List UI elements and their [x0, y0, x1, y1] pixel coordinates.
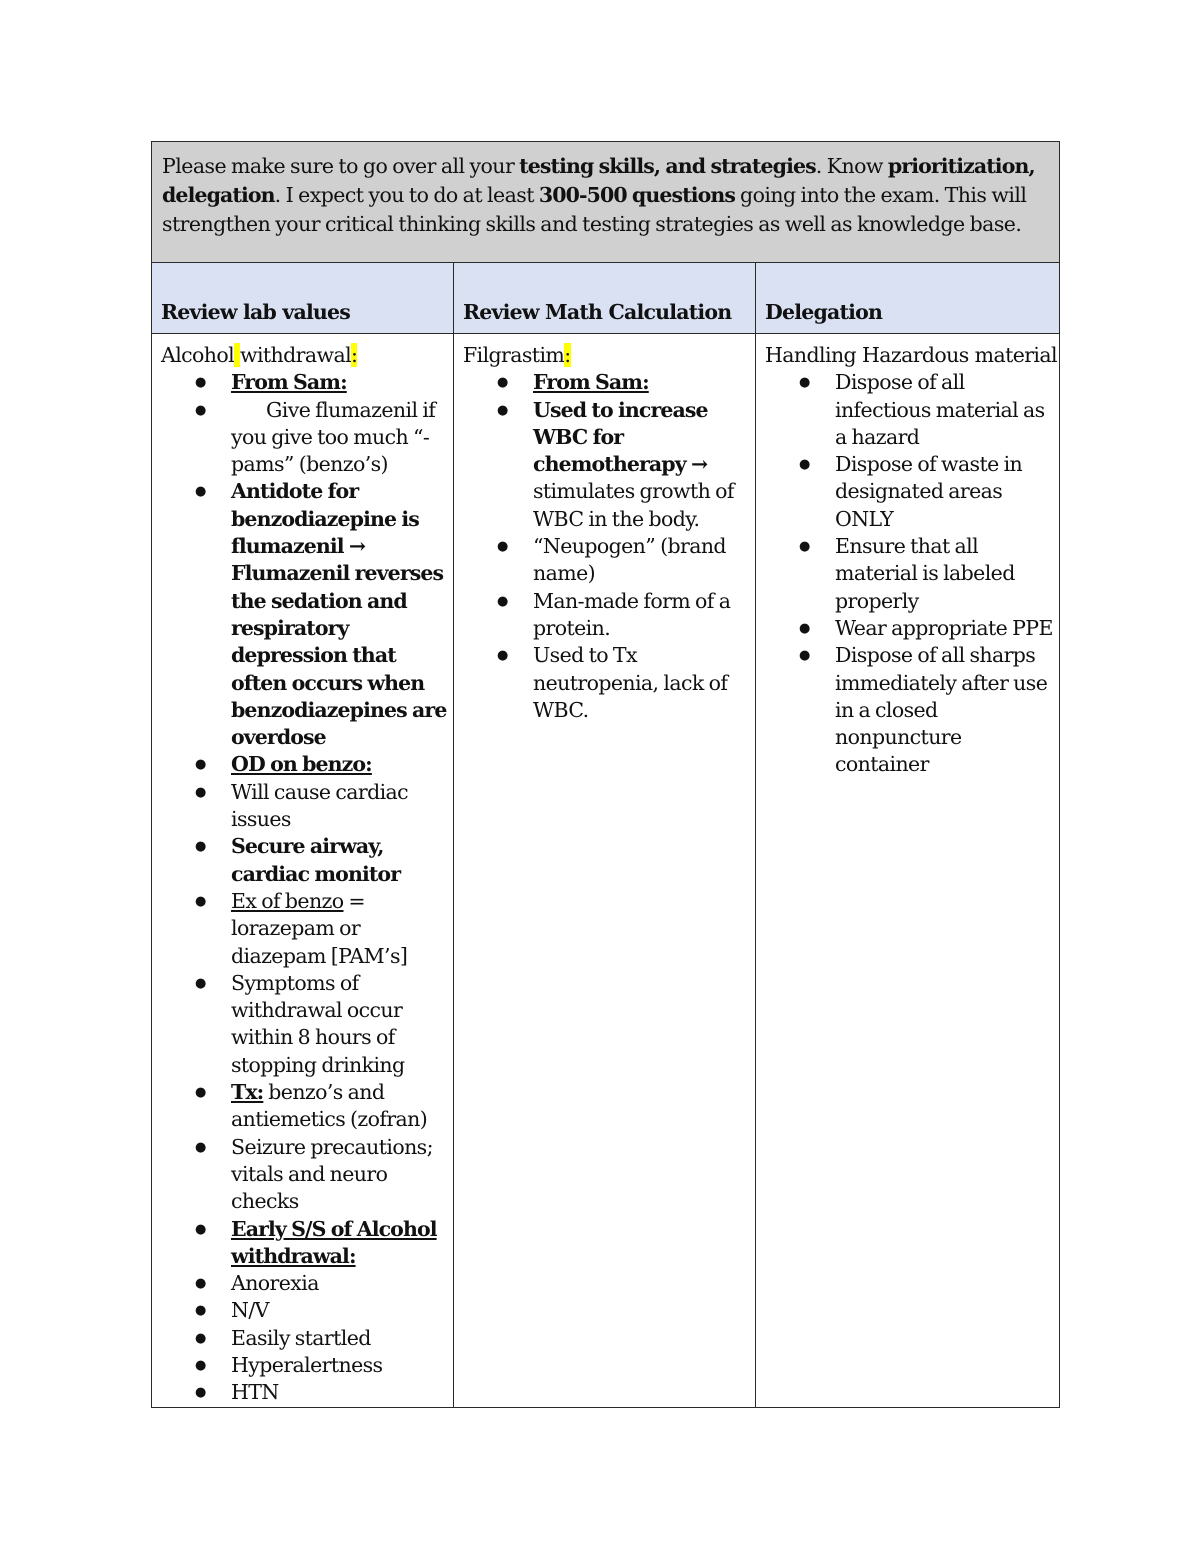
list-item	[463, 588, 755, 643]
highlight-mark: :	[351, 343, 358, 367]
item-text: Ensure that all material is labeled properly	[835, 534, 1015, 613]
list-item	[161, 1352, 453, 1379]
item-text: benzo’s and antiemetics (zofran)	[231, 1080, 428, 1132]
title-text: Filgrastim	[463, 343, 565, 367]
item-text: Secure airway, cardiac monitor	[231, 834, 401, 886]
header-math-calculation: Review Math Calculation	[463, 300, 732, 324]
item-text: Wear appropriate PPE	[835, 615, 1053, 640]
header-lab-values: Review lab values	[161, 300, 351, 324]
highlight-mark: :	[564, 343, 571, 367]
item-text: Symptoms of withdrawal occur within 8 hours of stopping drinking	[231, 970, 405, 1077]
list-item	[463, 533, 755, 588]
list-item	[161, 1270, 453, 1297]
list-item	[161, 833, 453, 888]
item-text: Ex of benzo	[231, 888, 344, 913]
list-item	[765, 615, 1059, 642]
item-text: Will cause cardiac issues	[231, 779, 409, 832]
item-text: stimulates growth of WBC in the body.	[533, 479, 734, 531]
item-text: Seizure precautions; vitals and neuro checks	[231, 1134, 433, 1214]
title-text: withdrawal	[240, 343, 352, 367]
delegation-column	[756, 334, 1060, 1408]
item-text: = lorazepam or diazepam [PAM’s]	[231, 888, 408, 968]
intro-bold-prioritization: prioritization, delegation	[162, 154, 1035, 207]
list-item	[161, 1134, 453, 1216]
item-text: Tx:	[231, 1080, 264, 1105]
list-item	[161, 1379, 453, 1406]
list-item	[161, 397, 453, 479]
alcohol-withdrawal-list	[161, 369, 453, 1406]
study-guide-table	[151, 141, 1060, 1408]
list-item	[161, 1079, 453, 1134]
list-item	[161, 970, 453, 1079]
filgrastim-list	[463, 369, 755, 724]
intro-text-4: going into the exam. This will strengthen your critical thinking skills and testing strategies as well as knowledge base.	[162, 183, 1027, 236]
lab-values-column	[152, 334, 454, 1408]
item-text: Dispose of all sharps immediately after use in a closed nonpuncture container	[835, 643, 1048, 777]
math-calculation-column	[454, 334, 756, 1408]
item-text: Hyperalertness	[231, 1352, 383, 1377]
list-item	[765, 451, 1059, 533]
list-item	[161, 478, 453, 751]
list-item	[161, 369, 453, 396]
list-item	[161, 1325, 453, 1352]
list-item	[765, 642, 1059, 778]
item-text: From Sam:	[533, 370, 649, 395]
item-text: Antidote for benzodiazepine is flumazenil → Flumazenil reverses the sedation and respiratory depression that often occurs when benzodiazepines are overdose	[231, 479, 447, 750]
header-cell-math	[454, 263, 756, 334]
intro-note	[152, 142, 1060, 263]
header-delegation: Delegation	[765, 300, 883, 324]
header-cell-delegation	[756, 263, 1060, 334]
item-text: Dispose of waste in designated areas ONLY	[835, 452, 1023, 531]
list-item	[161, 1216, 453, 1271]
header-cell-lab-values	[152, 263, 454, 334]
list-item	[765, 533, 1059, 615]
list-item	[161, 888, 453, 970]
item-text: Used to Tx neutropenia, lack of WBC.	[533, 643, 728, 722]
list-item	[161, 751, 453, 778]
list-item	[161, 1297, 453, 1324]
list-item	[161, 779, 453, 834]
list-item	[463, 397, 755, 533]
item-text: Give flumazenil if you give too much “-pams” (benzo’s)	[231, 397, 436, 477]
item-text: Early S/S of Alcohol withdrawal:	[231, 1216, 437, 1268]
list-item	[463, 642, 755, 724]
item-text: Easily startled	[231, 1325, 371, 1350]
item-text: Dispose of all infectious material as a hazard	[835, 370, 1045, 449]
item-text: Anorexia	[231, 1271, 319, 1296]
intro-text-3: . I expect you to do at least	[274, 183, 539, 207]
item-text: HTN	[231, 1380, 279, 1405]
item-text: Man-made form of a protein.	[533, 588, 731, 640]
item-text: N/V	[231, 1298, 269, 1323]
list-item	[765, 369, 1059, 451]
item-text: “Neupogen” (brand name)	[533, 534, 726, 586]
hazardous-material-list	[765, 369, 1059, 778]
intro-text-1: Please make sure to go over all your	[162, 154, 520, 178]
item-text: OD on benzo:	[231, 752, 372, 777]
title-text: Alcohol	[161, 343, 235, 367]
filgrastim-title	[463, 342, 755, 369]
intro-bold-testing-skills: testing skills, and strategies	[519, 154, 816, 178]
item-text: Used to increase WBC for chemotherapy →	[533, 397, 708, 477]
alcohol-withdrawal-title	[161, 342, 453, 369]
list-item	[463, 369, 755, 396]
intro-text-2: . Know	[815, 154, 888, 178]
hazardous-material-title: Handling Hazardous material	[765, 343, 1057, 367]
intro-bold-question-count: 300-500 questions	[538, 183, 736, 207]
item-text: From Sam:	[231, 370, 347, 395]
